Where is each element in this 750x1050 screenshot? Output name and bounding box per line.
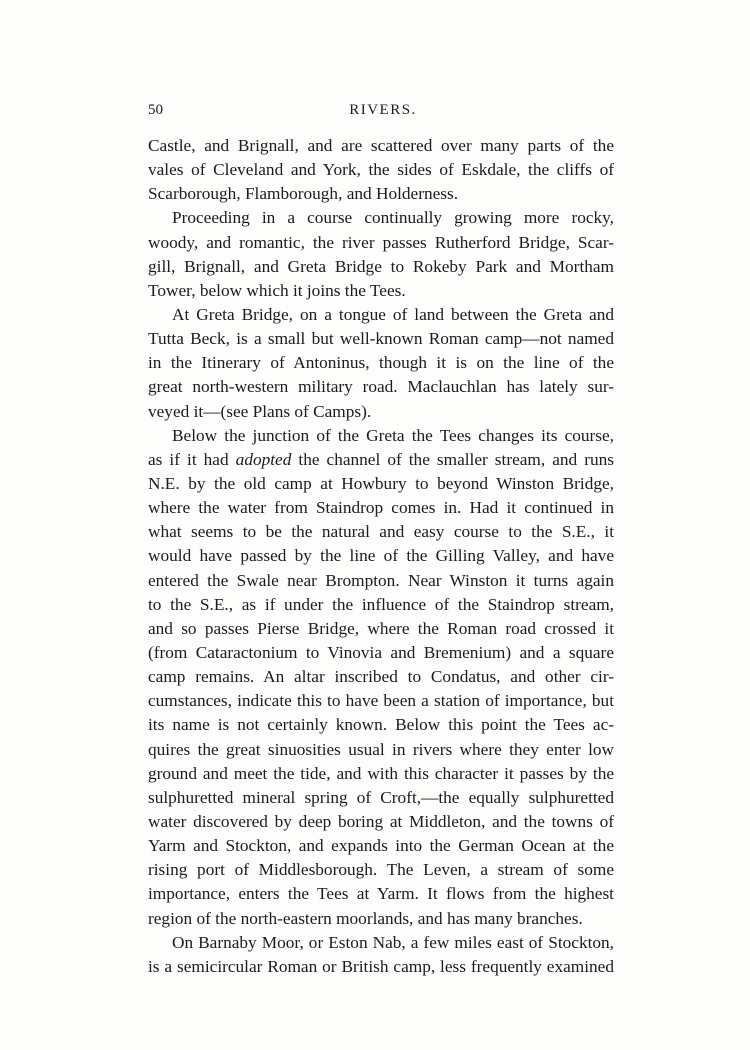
text-line: would have passed by the line of the Gilling Valley, and have	[148, 546, 614, 566]
text-line: Yarm and Stockton, and expands into the German Ocean at the	[148, 836, 614, 856]
text-line: ground and meet the tide, and with this character it passes by the	[148, 763, 614, 783]
text-line: camp remains. An altar inscribed to Condatus, and other cir-	[148, 667, 614, 687]
text-line: entered the Swale near Brompton. Near Winston it turns again	[148, 570, 614, 590]
text-line: Tower, below which it joins the Tees.	[148, 280, 406, 300]
text-line: (from Cataractonium to Vinovia and Bremenium) and a square	[148, 642, 614, 662]
italic-word: adopted	[235, 449, 292, 469]
text-line: what seems to be the natural and easy course to the S.E., it	[148, 522, 614, 542]
text-line: sulphuretted mineral spring of Croft,—the equally sulphuretted	[148, 787, 614, 807]
text-line: rising port of Middlesborough. The Leven, a stream of some	[148, 860, 614, 880]
text-segment: the channel of the smaller stream, and runs	[291, 449, 614, 469]
text-line: where the water from Staindrop comes in. Had it continued in	[148, 498, 614, 518]
text-line: is a semicircular Roman or British camp, less frequently examined	[148, 956, 614, 976]
text-line: region of the north-eastern moorlands, and has many branches.	[148, 908, 583, 928]
text-line: Scarborough, Flamborough, and Holderness.	[148, 184, 459, 204]
text-line: quires the great sinuosities usual in rivers where they enter low	[148, 739, 614, 759]
text-line-with-italic	[148, 448, 614, 472]
text-line: its name is not certainly known. Below this point the Tees ac-	[148, 715, 614, 735]
text-line: to the S.E., as if under the influence of the Staindrop stream,	[148, 594, 614, 614]
text-line: woody, and romantic, the river passes Rutherford Bridge, Scar-	[148, 232, 614, 252]
text-line: On Barnaby Moor, or Eston Nab, a few miles east of Stockton,	[172, 932, 614, 952]
text-line: importance, enters the Tees at Yarm. It flows from the highest	[148, 884, 614, 904]
text-line: cumstances, indicate this to have been a station of importance, but	[148, 691, 614, 711]
text-line: Below the junction of the Greta the Tees changes its course,	[172, 425, 614, 445]
text-line: Tutta Beck, is a small but well-known Roman camp—not named	[148, 329, 614, 349]
text-line: and so passes Pierse Bridge, where the Roman road crossed it	[148, 618, 614, 638]
text-line: water discovered by deep boring at Middleton, and the towns of	[148, 811, 614, 831]
text-line: great north-western military road. Maclauchlan has lately sur-	[148, 377, 614, 397]
text-line: vales of Cleveland and York, the sides of Eskdale, the cliffs of	[148, 160, 614, 180]
text-line: gill, Brignall, and Greta Bridge to Rokeby Park and Mortham	[148, 256, 614, 276]
text-line: in the Itinerary of Antoninus, though it is on the line of the	[148, 353, 614, 373]
running-title: RIVERS.	[349, 102, 417, 118]
text-line: Castle, and Brignall, and are scattered over many parts of the	[148, 136, 614, 155]
text-line: Proceeding in a course continually growing more rocky,	[172, 208, 614, 228]
running-head	[148, 102, 618, 128]
text-line: N.E. by the old camp at Howbury to beyond Winston Bridge,	[148, 473, 614, 493]
text-segment: as if it had	[148, 449, 236, 469]
text-line: veyed it—(see Plans of Camps).	[148, 401, 372, 421]
text-line: At Greta Bridge, on a tongue of land between the Greta and	[172, 304, 614, 324]
page-number: 50	[148, 102, 163, 118]
body-text	[148, 134, 614, 979]
